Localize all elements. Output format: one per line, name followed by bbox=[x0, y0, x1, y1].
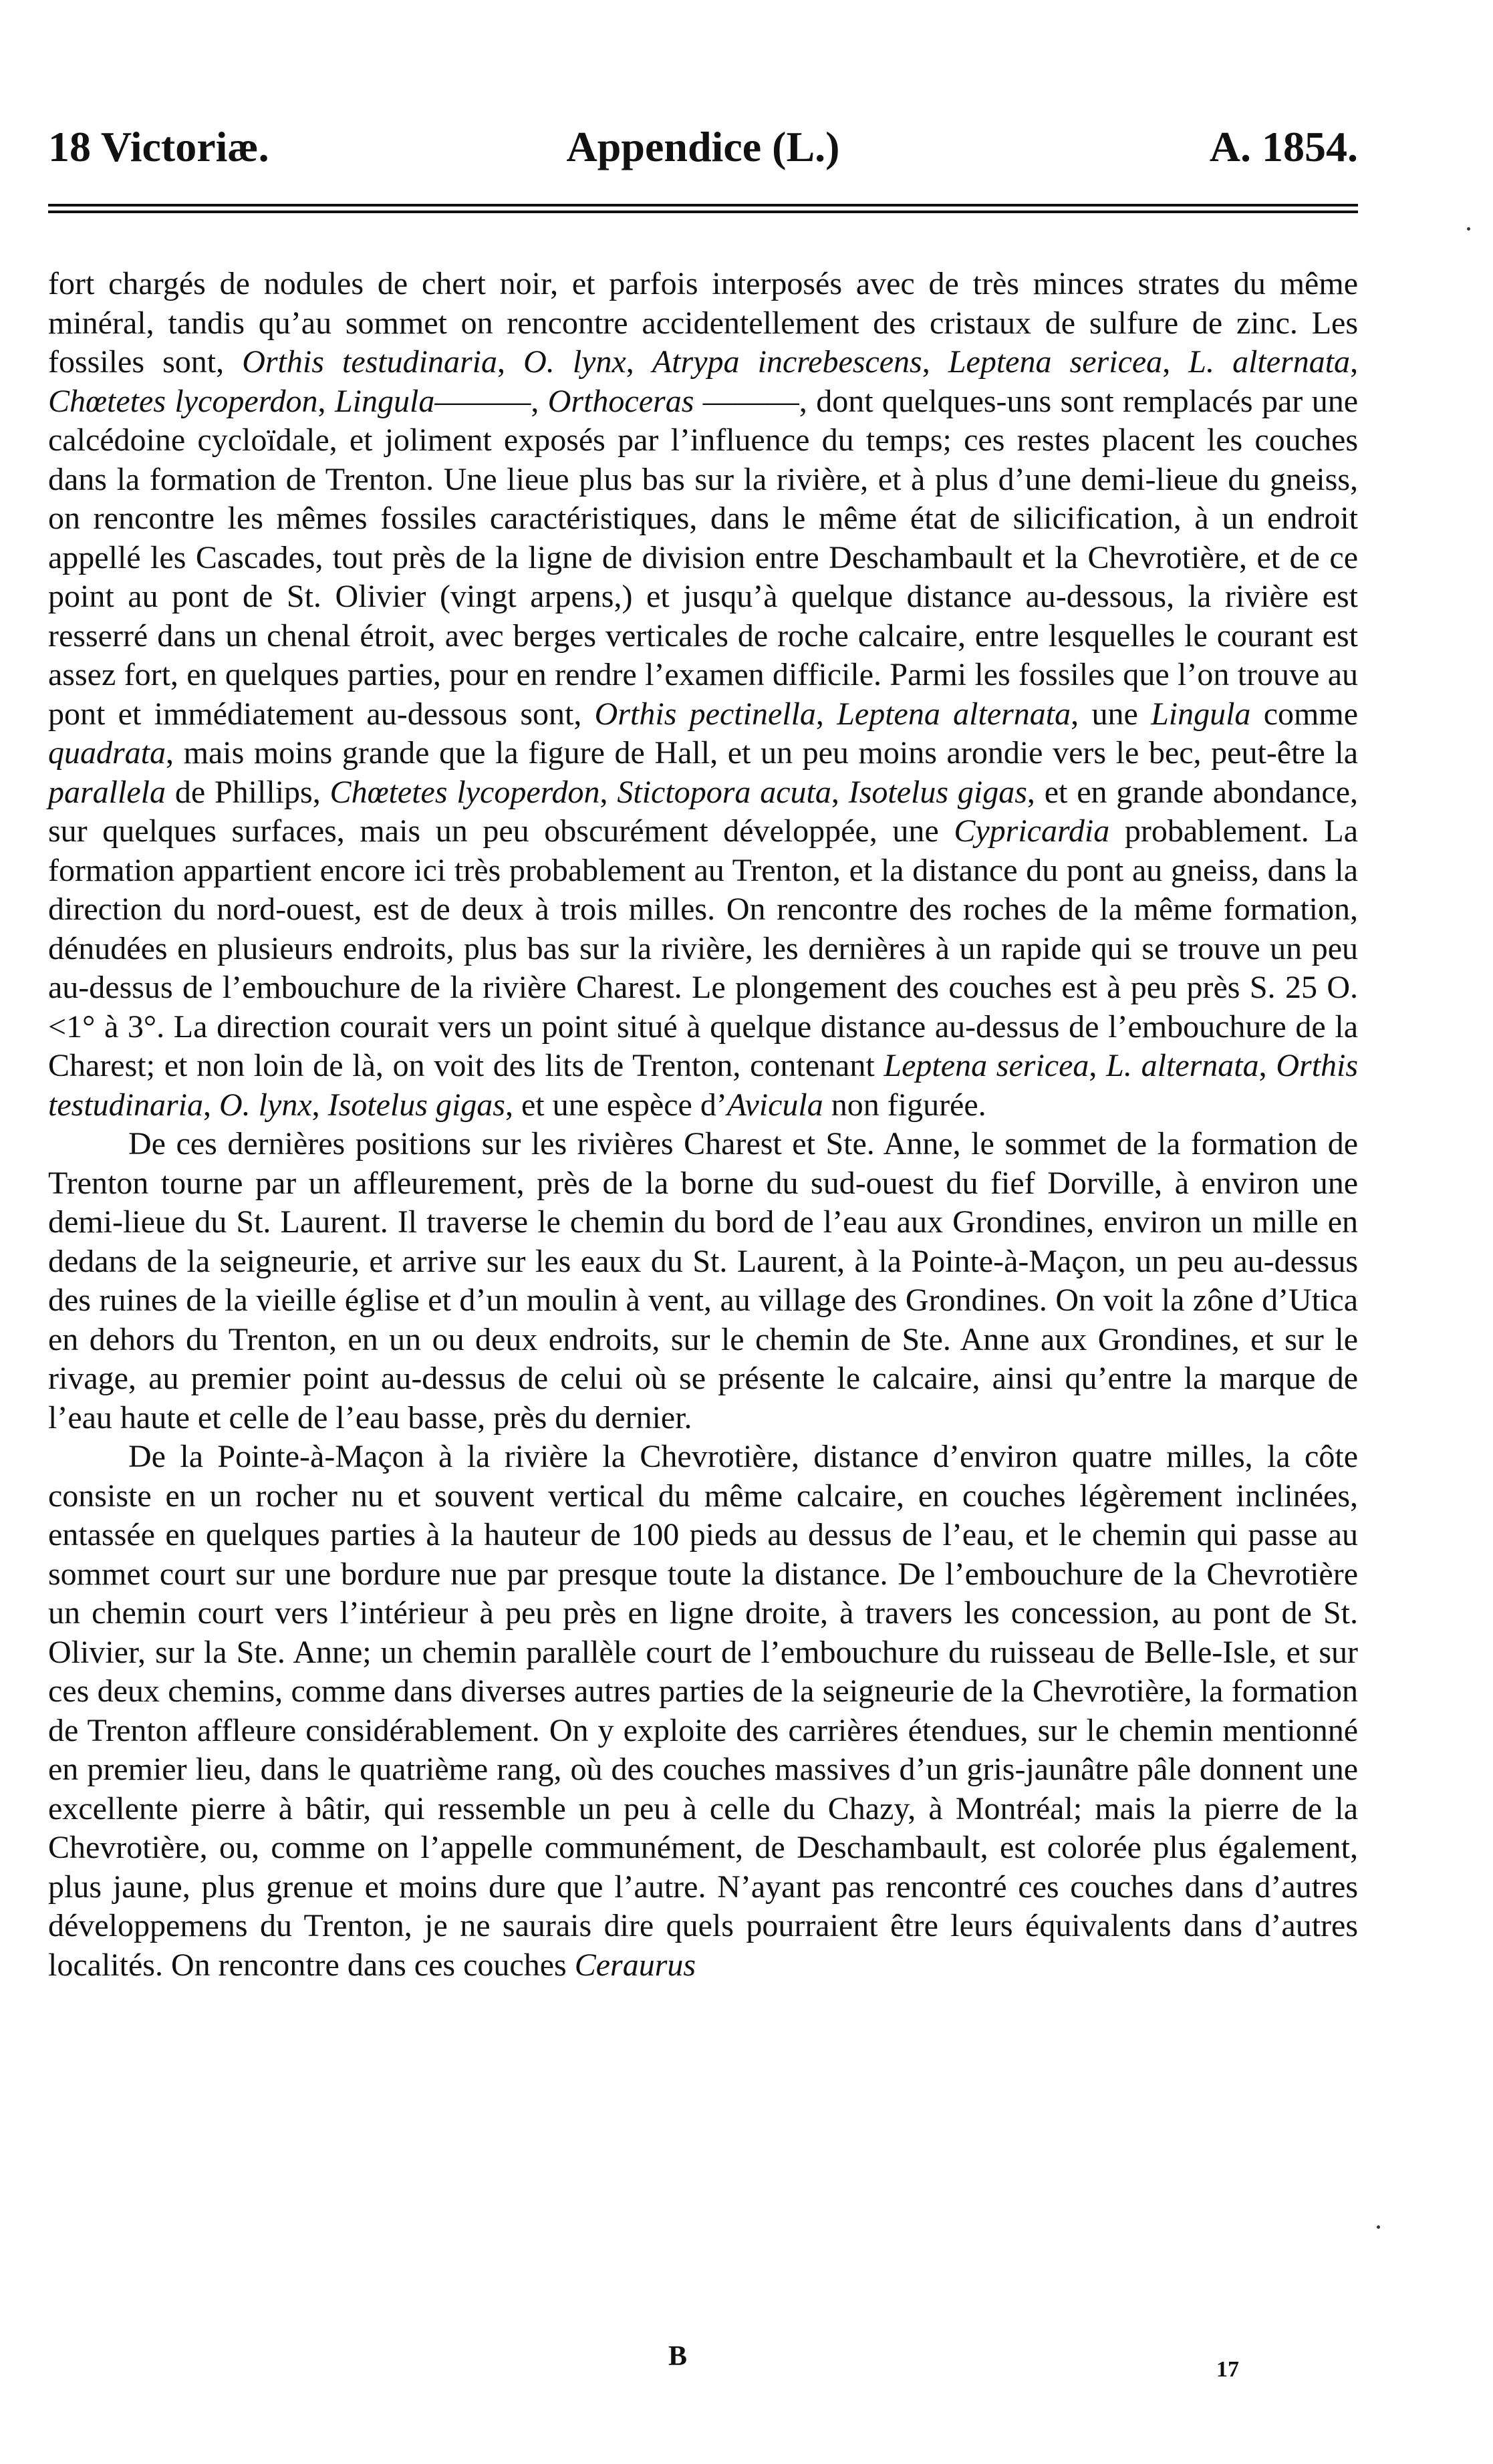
italic-taxon-name: Isotelus gigas bbox=[848, 774, 1027, 810]
scan-speck bbox=[1377, 2225, 1380, 2229]
text-run: , et en grande abondance, sur quelques surfaces, mais un peu obscurément développée, une bbox=[48, 774, 1359, 849]
text-run: , bbox=[599, 774, 618, 810]
text-run: fort chargés de nodules de chert noir, et parfois interposés avec de très minces strates du même minéral, tandis qu’au sommet on rencontre accidentellement des cristaux de sulfure de zinc. Les fossiles sont, bbox=[48, 266, 1358, 380]
italic-taxon-name: O. lynx bbox=[523, 344, 626, 380]
text-run: , bbox=[317, 383, 335, 419]
page-header bbox=[48, 114, 1358, 180]
text-run: , bbox=[831, 774, 849, 810]
italic-taxon-name: Leptena alternata bbox=[837, 696, 1071, 732]
text-run: non figurée. bbox=[823, 1087, 986, 1123]
text-run: ———, dont quelques-uns sont remplacés par une calcédoine cycloïdale, et joliment exposés par l’influence du temps; ces restes placent les couches dans la formation de Trenton. Une lieue plus bas sur la rivière, et à plus d’une demi-lieue du gneiss, on rencontre les mêmes fossiles caractéristiques, dans le même état de silicification, à un endroit appellé les Cascades, tout près de la ligne de division entre Deschambault et la Chevrotière, et de ce point au pont de St. Olivier (vingt arpens,) et jusqu’à quelque distance au-dessous, la rivière est resserré dans un chenal étroit, avec berges verticales de roche calcaire, entre lesquelles le courant est assez fort, en quelques parties, pour en rendre l’examen difficile. Parmi les fossiles que l’on trouve au pont et immédiatement au-dessous sont, bbox=[48, 383, 1359, 732]
header-double-rule bbox=[48, 204, 1358, 213]
page-number: 17 bbox=[1216, 2357, 1239, 2382]
italic-taxon-name: Orthis pectinella bbox=[594, 696, 816, 732]
text-run: De ces dernières positions sur les rivières Charest et Ste. Anne, le sommet de la formation de Trenton tourne par un affleurement, près de la borne du sud-ouest du fief Dorville, à environ une demi-lieue du St. Laurent. Il traverse le chemin du bord de l’eau aux Grondines, environ un mille en dedans de la seigneurie, et arrive sur les eaux du St. Laurent, à la Pointe-à-Maçon, un peu au-dessus des ruines de la vieille église et d’un moulin à vent, au village des Grondines. On voit la zône d’Utica en dehors du Trenton, en un ou deux endroits, sur le chemin de Ste. Anne aux Grondines, et sur le rivage, au premier point au-dessus de celui où se présente le calcaire, ainsi qu’entre la marque de l’eau haute et celle de l’eau basse, près du dernier. bbox=[48, 1126, 1358, 1435]
text-run: , bbox=[203, 1087, 220, 1123]
text-run: , mais moins grande que la figure de Hall, et un peu moins arondie vers le bec, peut-être la bbox=[166, 735, 1358, 771]
scan-speck bbox=[1467, 227, 1470, 231]
text-run: de Phillips, bbox=[166, 774, 330, 810]
italic-taxon-name: Isotelus gigas bbox=[327, 1087, 505, 1123]
italic-taxon-name: Chœtetes lycoperdon bbox=[48, 383, 318, 419]
header-title: Appendice (L.) bbox=[566, 123, 840, 170]
italic-taxon-name: Lingula bbox=[334, 383, 435, 419]
text-run: , bbox=[1258, 1048, 1276, 1083]
text-run: , une bbox=[1071, 696, 1151, 732]
italic-taxon-name: Orthis testudinaria bbox=[242, 344, 497, 380]
text-run: probablement. La formation appartient encore ici très probablement au Trenton, et la distance du pont au gneiss, dans la direction du nord-ouest, est de deux à trois milles. On rencontre des roches de la même formation, dénudées en plusieurs endroits, plus bas sur la rivière, les dernières à un rapide qui se trouve un peu au-dessus de l’embouchure de la rivière Charest. Le plongement des couches est à peu près S. 25 O. <1° à 3°. La direction courait vers un point situé à quelque distance au-dessus de l’embouchure de la Charest; et non loin de là, on voit des lits de Trenton, contenant bbox=[48, 813, 1359, 1083]
italic-taxon-name: quadrata bbox=[48, 735, 166, 771]
text-run: , bbox=[626, 344, 652, 380]
italic-taxon-name: Orthis testudinaria bbox=[48, 1048, 1359, 1123]
italic-taxon-name: Ceraurus bbox=[574, 1947, 696, 1983]
italic-taxon-name: Leptena sericea bbox=[948, 344, 1163, 380]
italic-taxon-name: parallela bbox=[48, 774, 166, 810]
paragraph-2 bbox=[48, 1125, 1358, 1438]
text-run: , bbox=[922, 344, 948, 380]
italic-taxon-name: Stictopora acuta bbox=[617, 774, 831, 810]
italic-taxon-name: Atrypa increbescens bbox=[652, 344, 922, 380]
italic-taxon-name: Avicula bbox=[726, 1087, 823, 1123]
signature-mark: B bbox=[668, 2341, 688, 2372]
italic-taxon-name: Lingula bbox=[1151, 696, 1251, 732]
header-year: A. 1854. bbox=[1209, 123, 1358, 170]
text-run: , et une espèce d’ bbox=[505, 1087, 727, 1123]
paragraph-3 bbox=[48, 1438, 1358, 1985]
text-run: , bbox=[815, 696, 837, 732]
paragraph-1 bbox=[48, 265, 1358, 1125]
text-run: , bbox=[1162, 344, 1189, 380]
header-session: 18 Victoriæ. bbox=[48, 123, 269, 170]
italic-taxon-name: L. alternata bbox=[1188, 344, 1351, 380]
text-run: , bbox=[497, 344, 524, 380]
italic-taxon-name: Chœtetes lycoperdon bbox=[329, 774, 600, 810]
italic-taxon-name: O. lynx bbox=[219, 1087, 312, 1123]
text-run: comme bbox=[1250, 696, 1359, 732]
text-run: De la Pointe-à-Maçon à la rivière la Chevrotière, distance d’environ quatre milles, la côte consiste en un rocher nu et souvent vertical du même calcaire, en couches légèrement inclinées, entassée en quelques parties à la hauteur de 100 pieds au dessus de l’eau, et le chemin qui passe au sommet court sur une bordure nue par presque toute la distance. De l’embouchure de la Chevrotière un chemin court vers l’intérieur à peu près en ligne droite, à travers les concession, au pont de St. Olivier, sur la Ste. Anne; un chemin parallèle court de l’embouchure du ruisseau de Belle-Isle, et sur ces deux chemins, comme dans diverses autres parties de la seigneurie de la Chevrotière, la formation de Trenton affleure considérablement. On y exploite des carrières étendues, sur le chemin mentionné en premier lieu, dans le quatrième rang, où des couches massives d’un gris-jaunâtre pâle donnent une excellente pierre à bâtir, qui ressemble un peu à celle du Chazy, à Montréal; mais la pierre de la Chevrotière, ou, comme on l’appelle communément, de Deschambault, est colorée plus également, plus jaune, plus grenue et moins dure que l’autre. N’ayant pas rencontré ces couches dans d’autres développemens du Trenton, je ne saurais dire quels pourraient être leurs équivalents dans d’autres localités. On rencontre dans ces couches bbox=[48, 1439, 1358, 1983]
body-text bbox=[48, 265, 1358, 1985]
italic-taxon-name: L. alternata bbox=[1106, 1048, 1259, 1083]
italic-taxon-name: Cypricardia bbox=[954, 813, 1110, 849]
text-run: ———, bbox=[434, 383, 548, 419]
text-run: , bbox=[1089, 1048, 1107, 1083]
italic-taxon-name: Orthoceras bbox=[547, 383, 694, 419]
text-run: , bbox=[311, 1087, 328, 1123]
text-run: , bbox=[1350, 344, 1359, 380]
italic-taxon-name: Leptena sericea bbox=[884, 1048, 1089, 1083]
